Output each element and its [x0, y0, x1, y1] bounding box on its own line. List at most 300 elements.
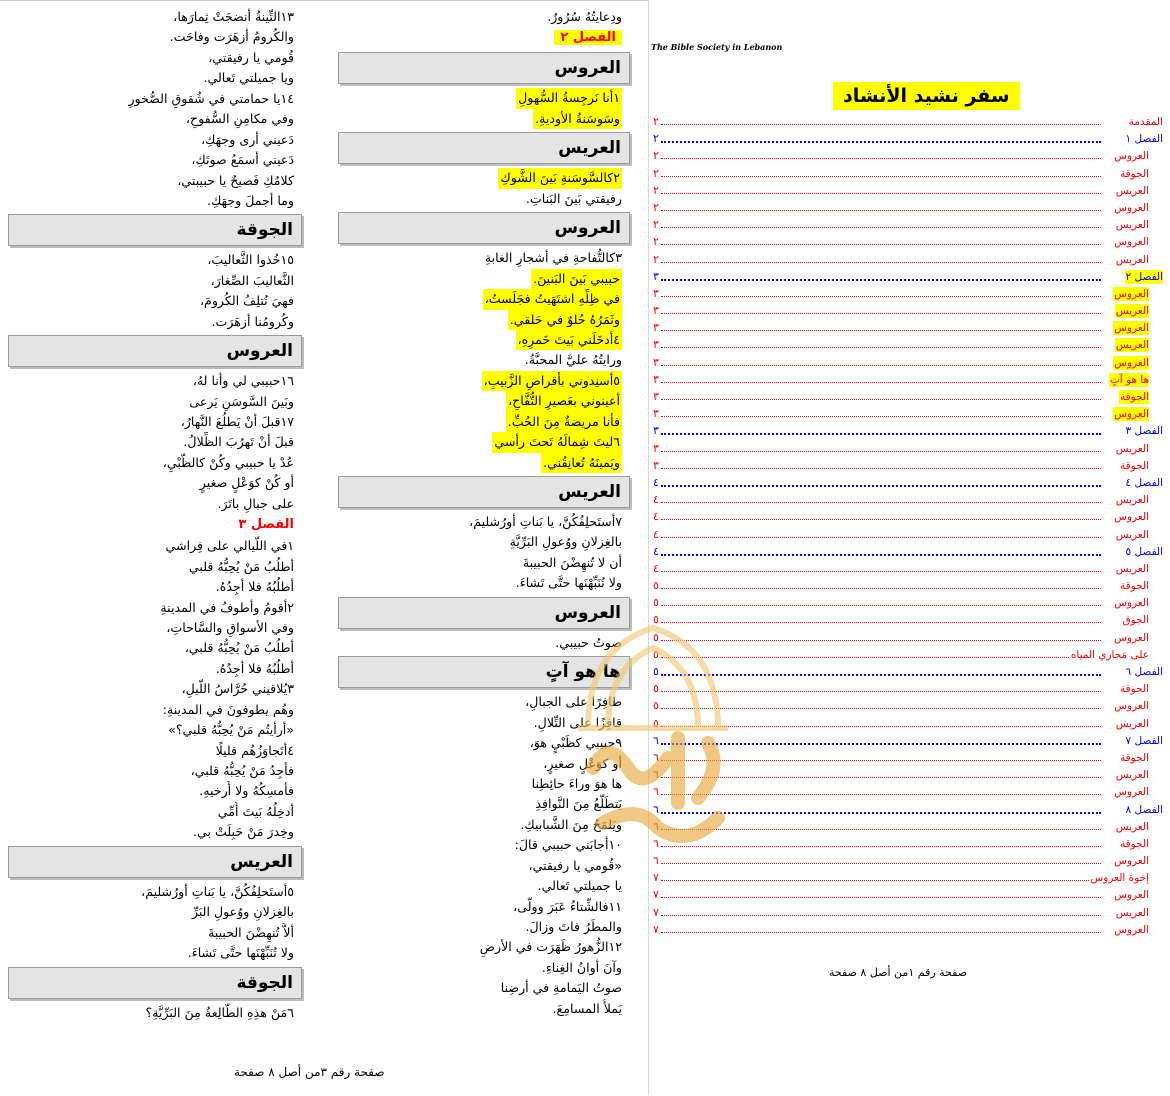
verse-text: قبلَ أنْ تَهرُبَ الظِّلالُ.: [183, 434, 294, 450]
toc-page-number: ٢: [653, 218, 659, 232]
speaker-heading: [338, 656, 630, 688]
toc-entry[interactable]: [649, 527, 1163, 544]
speaker-heading: [8, 214, 302, 246]
toc-leader-dots: [661, 622, 1101, 623]
toc-entry[interactable]: [649, 234, 1163, 251]
verse-text: أو كُنْ كوَعْلٍ صغيرٍ: [199, 475, 294, 491]
speaker-heading: [338, 476, 630, 508]
toc-page-number: ٣: [653, 424, 659, 438]
toc-entry[interactable]: [649, 458, 1163, 475]
toc-entry-label: العروس: [1114, 511, 1149, 524]
toc-page-number: ٢: [653, 200, 659, 214]
verse-text: يَتطَلَّعُ مِنَ النَّوافِذِ: [535, 796, 622, 812]
toc-page-number: ٣: [653, 269, 659, 283]
toc-entry[interactable]: [649, 303, 1163, 320]
verse-line: [8, 494, 302, 514]
toc-entry[interactable]: [649, 320, 1163, 337]
toc-entry-label: العريس: [1115, 253, 1149, 266]
verse-text: ١أنا نَرجِسةُ السُّهولِ: [516, 88, 622, 108]
toc-entry[interactable]: [649, 389, 1163, 406]
verse-text: صوتُ حبيبي.: [555, 634, 622, 650]
verse-line: [338, 713, 630, 733]
verse-line: [338, 856, 630, 876]
verse-line: [338, 350, 630, 370]
verse-text: «أرأيتُم مَنْ يُحِبُّهُ قلبي؟»: [168, 722, 294, 738]
toc-entry[interactable]: [649, 131, 1163, 148]
verse-line: [338, 897, 630, 917]
toc-page-number: ٤: [653, 527, 659, 541]
speaker-heading: [338, 52, 630, 84]
toc-page-number: ٥: [653, 665, 659, 678]
toc-entry[interactable]: [649, 698, 1163, 715]
toc-entry-label: العروس: [1114, 855, 1149, 868]
verse-text: ٩حبيبي كظَبْيٍ هوَ،: [529, 735, 622, 751]
speaker-heading-label: العروس: [554, 602, 621, 623]
verse-line: [338, 794, 630, 814]
verse-line: [338, 453, 630, 473]
toc-page-number: ٣: [653, 441, 659, 455]
toc-entry-label: العروس: [1114, 236, 1149, 249]
verse-text: حبيبي بَينَ البَنينَ.: [531, 269, 622, 289]
toc-leader-dots: [661, 726, 1101, 727]
toc-leader-dots: [661, 897, 1101, 898]
toc-entry-label: العروس: [1114, 786, 1149, 799]
toc-entry[interactable]: [649, 802, 1163, 819]
toc-entry-label: العريس: [1115, 769, 1149, 782]
toc-entry[interactable]: [649, 183, 1163, 200]
toc-entry[interactable]: [649, 887, 1163, 904]
toc-leader-dots: [661, 571, 1101, 572]
toc-entry-label: العريس: [1115, 184, 1149, 197]
toc-entry[interactable]: [649, 681, 1163, 698]
verse-text: أطلُبُ مَنْ يُحِبُّهُ قلبي،: [184, 640, 294, 656]
verse-line: [338, 189, 630, 209]
toc-entry[interactable]: [649, 612, 1163, 629]
toc-leader-dots: [661, 932, 1101, 933]
toc-leader-dots: [661, 193, 1101, 194]
verse-text: على جبالِ باتَرَ.: [217, 495, 294, 511]
verse-line: [8, 943, 302, 963]
verse-text: ولا تُنَبِّهْنَها حتَّى تَشاءَ.: [187, 945, 294, 961]
verse-line: [8, 598, 302, 618]
speaker-heading: [338, 597, 630, 629]
toc-leader-dots: [661, 416, 1101, 417]
toc-entry[interactable]: [649, 819, 1163, 836]
verse-line: [8, 781, 302, 801]
verse-line: [338, 774, 630, 794]
verse-line: [8, 150, 302, 170]
toc-entry-label: الفصل ٨: [1125, 803, 1163, 816]
toc-entry-label: إخوة العروس: [1090, 872, 1149, 885]
verse-line: [338, 937, 630, 957]
verse-line: [338, 310, 630, 330]
toc-leader-dots: [661, 863, 1101, 864]
toc-entry-label: العروس: [1114, 700, 1149, 713]
toc-page-number: ٣: [653, 390, 659, 403]
verse-line: [338, 532, 630, 552]
verse-line: [8, 822, 302, 842]
verse-text: أدخِلُهُ بَيتَ أُمِّي: [217, 803, 294, 819]
verse-line: [338, 835, 630, 855]
verse-text: الثَّعاليبَ الصِّغارَ،: [210, 272, 294, 288]
toc-page-number: ٥: [653, 699, 659, 713]
verse-line: [8, 659, 302, 679]
toc-entry[interactable]: [649, 922, 1163, 939]
verse-text: ١في اللَّيالي على فِراشي: [165, 538, 294, 554]
toc-entry-label: الجوقة: [1120, 391, 1149, 403]
chapter-heading-label: الفصل ٢: [554, 30, 622, 45]
verse-line: [8, 27, 302, 47]
verse-line: [338, 412, 630, 432]
verse-line: [338, 917, 630, 937]
toc-entry[interactable]: [649, 337, 1163, 354]
verse-line: [338, 733, 630, 753]
toc-page-number: ٧: [653, 922, 659, 936]
verse-line: [8, 923, 302, 943]
toc-leader-dots: [661, 846, 1101, 847]
toc-entry-label: العروس: [1114, 923, 1149, 936]
verse-line: [338, 573, 630, 593]
toc-leader-dots: [661, 468, 1101, 469]
toc-leader-dots: [661, 279, 1101, 281]
verse-text: وفي الأسواقِ والسَّاحاتِ،: [166, 619, 294, 635]
toc-page-number: ٦: [653, 750, 659, 764]
toc-entry[interactable]: [649, 544, 1163, 561]
toc-entry-label: الفصل ٢: [1125, 270, 1163, 283]
toc-leader-dots: [661, 158, 1101, 159]
verse-text: دَعيني أسمَعُ صوتَكِ،: [191, 152, 294, 168]
verse-text: ألاَّ تُنهِضْنَ الحبيبةَ: [208, 924, 294, 940]
toc-leader-dots: [661, 451, 1101, 452]
verse-text: في ظِلِّهِ اشتَهَيتُ فجَلَستُ،: [483, 289, 622, 309]
table-of-contents: [649, 114, 1163, 939]
toc-page-number: ٥: [653, 630, 659, 644]
verse-text: ١٦حبيبي لي وأنا لهُ،: [192, 373, 294, 389]
toc-leader-dots: [661, 588, 1101, 589]
toc-page-number: ٤: [653, 544, 659, 558]
book-title: سفر نشيد الأنشاد: [833, 82, 1020, 110]
toc-entry[interactable]: [649, 406, 1163, 423]
toc-page-number: ٥: [653, 613, 659, 627]
toc-entry-label: ها هو آتٍ: [1109, 373, 1149, 386]
verse-text: وما أجملَ وجهَكِ.: [206, 192, 294, 208]
verse-line: [8, 720, 302, 740]
toc-entry-label: على مَجاري المياه: [1070, 648, 1149, 661]
verse-text: أعينوني بعَصيرِ التُّفَّاحِ،: [506, 391, 622, 411]
toc-entry[interactable]: [649, 509, 1163, 526]
toc-entry-label: العروس: [1114, 201, 1149, 214]
toc-entry[interactable]: [649, 166, 1163, 183]
verse-text: ورايتُهُ عليَّ المحبَّةُ.: [524, 352, 622, 368]
verse-text: ١١فالشِّتاءُ عَبَرَ وولَّى،: [513, 898, 622, 914]
verse-text: طافِرًا على الجبالِ،: [525, 694, 622, 710]
toc-entry-label: الفصل ١: [1125, 133, 1163, 146]
verse-line: [8, 741, 302, 761]
verse-text: فأمسِكُهُ ولا أُرخيهِ.: [199, 783, 294, 799]
toc-leader-dots: [661, 244, 1101, 245]
toc-leader-dots: [661, 141, 1101, 143]
toc-leader-dots: [661, 365, 1101, 366]
toc-leader-dots: [661, 829, 1101, 830]
toc-leader-dots: [661, 743, 1101, 745]
verse-line: [338, 512, 630, 532]
verse-text: ولا تُنَبِّهْنَها حتَّى تَشاءَ.: [515, 575, 622, 591]
toc-entry[interactable]: [649, 578, 1163, 595]
verse-text: فأنا مريضةٌ مِنَ الحُبِّ.: [506, 412, 622, 432]
toc-entry-label: الجوقة: [1120, 459, 1149, 472]
verse-line: [8, 392, 302, 412]
verse-line: [8, 536, 302, 556]
verse-text: ٤أدخَلَني بَيتَ خَمرِهِ،: [516, 330, 622, 350]
toc-page-number: ٢: [653, 115, 659, 128]
verse-line: [338, 999, 630, 1019]
verse-line: [8, 191, 302, 211]
toc-entry[interactable]: [649, 750, 1163, 767]
verse-text: ١٢الزُّهورُ ظَهَرَت في الأرضِ: [479, 939, 622, 955]
verse-text: ٧أستَحلِفُكُنَّ، يا بَناتِ أورُشليمَ،: [469, 514, 622, 529]
verse-line: [8, 48, 302, 68]
verse-line: [8, 761, 302, 781]
toc-page-number: ٣: [653, 338, 659, 352]
toc-leader-dots: [661, 176, 1101, 177]
toc-entry[interactable]: [649, 905, 1163, 922]
verse-text: فأجِدُ مَنْ يُحِبُّهُ قلبي،: [190, 763, 294, 778]
verse-text: صوتُ اليَمامةِ في أرضِنا: [500, 980, 622, 996]
toc-entry[interactable]: [649, 114, 1163, 131]
toc-page-number: ٦: [653, 785, 659, 799]
toc-leader-dots: [661, 554, 1101, 556]
verse-text: أن لا تُنهِضْنَ الحبيبةَ: [522, 554, 622, 570]
toc-leader-dots: [661, 708, 1101, 709]
toc-leader-dots: [661, 519, 1101, 520]
toc-entry-label: الجوق: [1122, 614, 1149, 627]
toc-entry-label: العريس: [1115, 820, 1149, 833]
toc-leader-dots: [661, 399, 1101, 400]
verse-line: [8, 1003, 302, 1023]
toc-leader-dots: [661, 605, 1101, 606]
verse-text: بالغِزلانِ ووُعولِ البَرِّ: [191, 904, 294, 920]
toc-leader-dots: [661, 674, 1101, 676]
verse-text: وثَمَرُهُ حُلوٌ في حَلقي.: [508, 310, 622, 330]
verse-line: [338, 978, 630, 998]
toc-leader-dots: [661, 296, 1101, 297]
verse-text: ويا جميلتي تَعالي.: [203, 70, 294, 86]
toc-leader-dots: [661, 210, 1101, 211]
text-column-left: [8, 7, 302, 1023]
toc-entry[interactable]: [649, 372, 1163, 389]
chapter-heading: [338, 27, 630, 49]
speaker-heading-label: العريس: [230, 851, 293, 872]
toc-entry-label: الفصل ٣: [1125, 425, 1163, 438]
toc-page-number: ٤: [653, 561, 659, 575]
toc-leader-dots: [661, 262, 1101, 263]
verse-line: [8, 618, 302, 638]
toc-page-number: ٤: [653, 510, 659, 524]
toc-entry[interactable]: [649, 716, 1163, 733]
verse-text: ١٣التِّينةُ أنضجَتْ ثِمارَها،: [173, 9, 294, 24]
speaker-heading-label: العروس: [554, 218, 621, 239]
toc-entry-label: المقدمة: [1128, 116, 1163, 128]
toc-page-number: ٦: [653, 802, 659, 816]
verse-line: [338, 371, 630, 391]
toc-leader-dots: [661, 640, 1101, 641]
verse-line: [338, 815, 630, 835]
toc-page-number: ٥: [653, 716, 659, 730]
speaker-heading-label: العروس: [226, 341, 293, 362]
toc-page-number: ٢: [653, 132, 659, 146]
toc-entry[interactable]: [649, 148, 1163, 165]
toc-entry[interactable]: [649, 767, 1163, 784]
toc-leader-dots: [661, 537, 1101, 538]
verse-line: [8, 882, 302, 902]
verse-text: رفيقتي بَينَ البَناتِ.: [525, 190, 622, 206]
toc-page-number: ٧: [653, 905, 659, 919]
toc-page-number: ٣: [653, 458, 659, 472]
toc-page-number: ٢: [653, 166, 659, 180]
toc-page-number: ٣: [653, 407, 659, 421]
toc-entry-label: العروس: [1114, 287, 1149, 300]
toc-entry[interactable]: [649, 664, 1163, 681]
toc-entry-label: العريس: [1115, 442, 1149, 455]
verse-line: [338, 754, 630, 774]
toc-page-number: ٥: [653, 647, 659, 661]
toc-entry[interactable]: [649, 647, 1163, 664]
toc-entry-label: الفصل ٤: [1125, 476, 1163, 489]
verse-line: [338, 289, 630, 309]
speaker-heading-label: الجوقة: [236, 220, 293, 241]
verse-line: [338, 269, 630, 289]
verse-line: [8, 557, 302, 577]
verse-text: وبَينَ السَّوسَنِ يَرعى: [189, 393, 294, 409]
verse-line: [338, 109, 630, 129]
toc-entry-label: العروس: [1114, 356, 1149, 369]
toc-entry[interactable]: [649, 269, 1163, 286]
verse-text: وفي مكامِنِ السُّفوحِ،: [185, 111, 294, 127]
toc-page-number: ٧: [653, 888, 659, 902]
toc-page-number: ٦: [653, 819, 659, 833]
toc-entry[interactable]: [649, 870, 1163, 887]
toc-entry-label: العريس: [1115, 906, 1149, 919]
toc-leader-dots: [661, 760, 1101, 761]
toc-entry[interactable]: [649, 217, 1163, 234]
toc-page-number: ٢: [653, 235, 659, 249]
verse-text: والمطَرُ فاتَ وزالَ.: [525, 919, 622, 934]
toc-entry-label: العروس: [1114, 408, 1149, 421]
verse-text: ٦ليتَ شِمالَهُ تَحتَ رأسي: [492, 432, 622, 452]
verse-line: [338, 88, 630, 108]
toc-page-number: ٤: [653, 475, 659, 489]
verse-line: [338, 391, 630, 411]
verse-line: [8, 432, 302, 452]
toc-page-number: ٥: [653, 596, 659, 610]
chapter-heading: [8, 514, 302, 536]
verse-text: ويَلمَحُ مِنَ الشَّبابيكِ.: [520, 816, 622, 832]
toc-entry-label: العروس: [1114, 631, 1149, 644]
verse-text: ها هوَ وراءَ حائِطِنا: [531, 775, 622, 791]
toc-entry[interactable]: [649, 441, 1163, 458]
toc-entry[interactable]: [649, 286, 1163, 303]
toc-page-number: ٥: [653, 579, 659, 593]
verse-text: ٣كالتُّفاحةِ في أشجارِ الغابةِ: [484, 250, 622, 266]
toc-page-number: ٣: [653, 321, 659, 335]
verse-line: [8, 700, 302, 720]
verse-line: [8, 130, 302, 150]
verse-text: كلامُكِ فَصيحٌ يا حبيبتي،: [177, 172, 294, 188]
toc-entry-label: العريس: [1115, 562, 1149, 575]
verse-text: ٥أستَحلِفُكُنَّ، يا بَناتِ أورُشليمَ،: [141, 883, 294, 899]
toc-page-number: ٧: [653, 871, 659, 885]
toc-page-number: ٦: [653, 768, 659, 782]
toc-entry[interactable]: [649, 200, 1163, 217]
toc-leader-dots: [661, 691, 1101, 692]
toc-entry[interactable]: [649, 561, 1163, 578]
toc-entry-label: الجوقة: [1120, 683, 1149, 696]
toc-entry-label: العروس: [1114, 597, 1149, 610]
toc-entry[interactable]: [649, 475, 1163, 492]
verse-text: ٢كالسَّوسَنةِ بَينَ الشَّوكِ: [498, 168, 622, 188]
toc-entry-label: الفصل ٥: [1125, 545, 1163, 558]
verse-text: ١٤يا حمامتي في شُقوقِ الصُّخورِ: [128, 90, 294, 106]
toc-entry-label: العريس: [1115, 305, 1149, 318]
toc-entry-label: الجوقة: [1120, 167, 1149, 180]
toc-entry-label: العروس: [1114, 322, 1149, 335]
toc-entry[interactable]: [649, 836, 1163, 853]
toc-leader-dots: [661, 330, 1101, 331]
toc-leader-dots: [661, 485, 1101, 487]
toc-page-number: ٣: [653, 286, 659, 300]
toc-entry[interactable]: [649, 595, 1163, 612]
toc-leader-dots: [661, 433, 1101, 435]
verse-line: [8, 577, 302, 597]
toc-leader-dots: [661, 777, 1101, 778]
toc-entry[interactable]: [649, 630, 1163, 647]
toc-entry[interactable]: [649, 853, 1163, 870]
toc-entry[interactable]: [649, 784, 1163, 801]
toc-entry-label: العروس: [1114, 150, 1149, 163]
toc-entry[interactable]: [649, 733, 1163, 750]
toc-leader-dots: [661, 812, 1101, 814]
toc-entry[interactable]: [649, 492, 1163, 509]
toc-entry[interactable]: [649, 355, 1163, 372]
toc-page-number: ٤: [653, 493, 659, 507]
toc-page-number: ٣: [653, 355, 659, 369]
toc-entry[interactable]: [649, 252, 1163, 269]
verse-line: [8, 453, 302, 473]
verse-line: [8, 89, 302, 109]
verse-line: [338, 958, 630, 978]
speaker-heading: [338, 132, 630, 164]
verse-line: [8, 802, 302, 822]
toc-entry[interactable]: [649, 423, 1163, 440]
toc-page-number: ٦: [653, 733, 659, 747]
verse-text: يا جميلتي تَعالي.: [537, 878, 622, 894]
toc-entry-label: العريس: [1115, 339, 1149, 352]
toc-entry-label: الفصل ٦: [1125, 666, 1163, 678]
toc-leader-dots: [661, 382, 1101, 383]
verse-text: ٤أتَجاوَزُهُم قليلًا: [215, 742, 294, 758]
verse-text: ٥أسنِدوني بأقراصِ الزَّبيبِ،: [482, 371, 622, 391]
verse-text: ٣يُلاقيني حُرَّاسُ اللَّيلِ،: [181, 681, 294, 697]
verse-line: [338, 168, 630, 188]
toc-entry-label: الفصل ٧: [1125, 734, 1163, 747]
verse-text: بالغِزلانِ ووُعولِ البَرِّيَّةِ: [509, 534, 622, 550]
toc-page-number: ٣: [653, 372, 659, 386]
speaker-heading-label: ها هو آتٍ: [545, 662, 621, 683]
verse-text: عُدْ يا حبيبي وكُنْ كالظَّبْيِ،: [162, 454, 294, 470]
verse-line: [8, 371, 302, 391]
toc-entry-label: العريس: [1115, 219, 1149, 232]
verse-line: [8, 109, 302, 129]
